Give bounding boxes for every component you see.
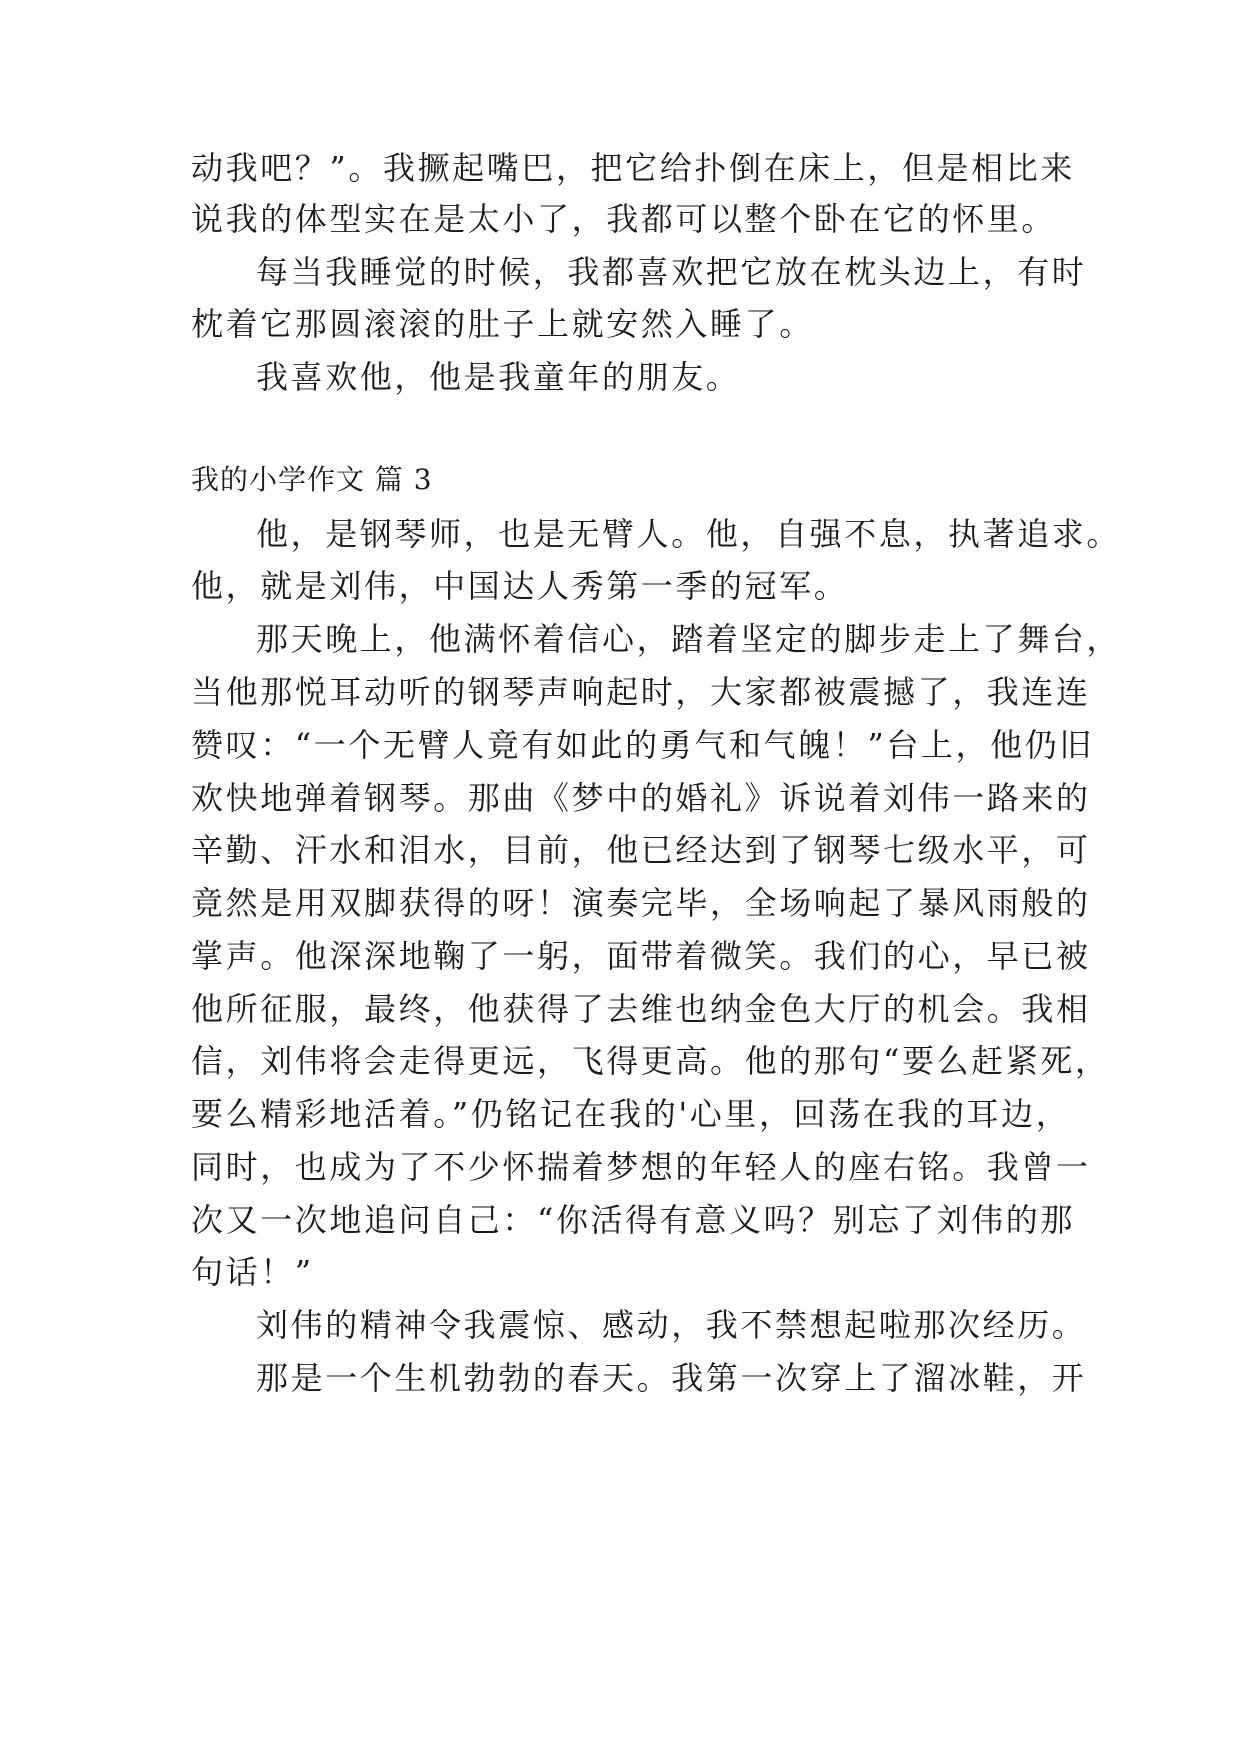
paragraph-line: 刘伟的精神令我震惊、感动，我不禁想起啦那次经历。 [256, 1306, 1087, 1344]
paragraph-line: 赞叹：“一个无臂人竟有如此的勇气和气魄！”台上，他仍旧 [191, 726, 1094, 764]
paragraph-line: 那天晚上，他满怀着信心，踏着坚定的脚步走上了舞台， [256, 620, 1122, 658]
paragraph-line: 枕着它那圆滚滚的肚子上就安然入睡了。 [191, 305, 814, 343]
paragraph-line: 他所征服，最终，他获得了去维也纳金色大厅的机会。我相 [191, 990, 1091, 1028]
paragraph-line: 掌声。他深深地鞠了一躬，面带着微笑。我们的心，早已被 [191, 937, 1091, 975]
paragraph-line: 每当我睡觉的时候，我都喜欢把它放在枕头边上，有时 [256, 253, 1087, 291]
paragraph-line: 要么精彩地活着。”仍铭记在我的'心里，回荡在我的耳边， [191, 1095, 1071, 1133]
paragraph-line: 他，就是刘伟，中国达人秀第一季的冠军。 [191, 567, 849, 605]
paragraph-line: 那是一个生机勃勃的春天。我第一次穿上了溜冰鞋，开 [256, 1359, 1087, 1397]
paragraph-line: 句话！” [191, 1253, 314, 1291]
paragraph-line: 欢快地弹着钢琴。那曲《梦中的婚礼》诉说着刘伟一路来的 [191, 779, 1091, 817]
section-heading: 我的小学作文 篇 3 [191, 463, 433, 496]
paragraph-line: 竟然是用双脚获得的呀！演奏完毕，全场响起了暴风雨般的 [191, 884, 1091, 922]
paragraph-line: 动我吧？”。我撅起嘴巴，把它给扑倒在床上，但是相比来 [191, 149, 1075, 187]
paragraph-line: 辛勤、汗水和泪水，目前，他已经达到了钢琴七级水平，可 [191, 831, 1091, 869]
paragraph-line: 说我的体型实在是太小了，我都可以整个卧在它的怀里。 [191, 200, 1057, 238]
paragraph-line: 他，是钢琴师，也是无臂人。他，自强不息，执著追求。 [256, 515, 1122, 553]
paragraph-line: 我喜欢他，他是我童年的朋友。 [256, 358, 741, 396]
paragraph-line: 次又一次地追问自己：“你活得有意义吗？别忘了刘伟的那 [191, 1201, 1075, 1239]
paragraph-line: 当他那悦耳动听的钢琴声响起时，大家都被震撼了，我连连 [191, 673, 1091, 711]
paragraph-line: 同时，也成为了不少怀揣着梦想的年轻人的座右铭。我曾一 [191, 1148, 1091, 1186]
paragraph-line: 信，刘伟将会走得更远，飞得更高。他的那句“要么赶紧死， [191, 1042, 1110, 1080]
